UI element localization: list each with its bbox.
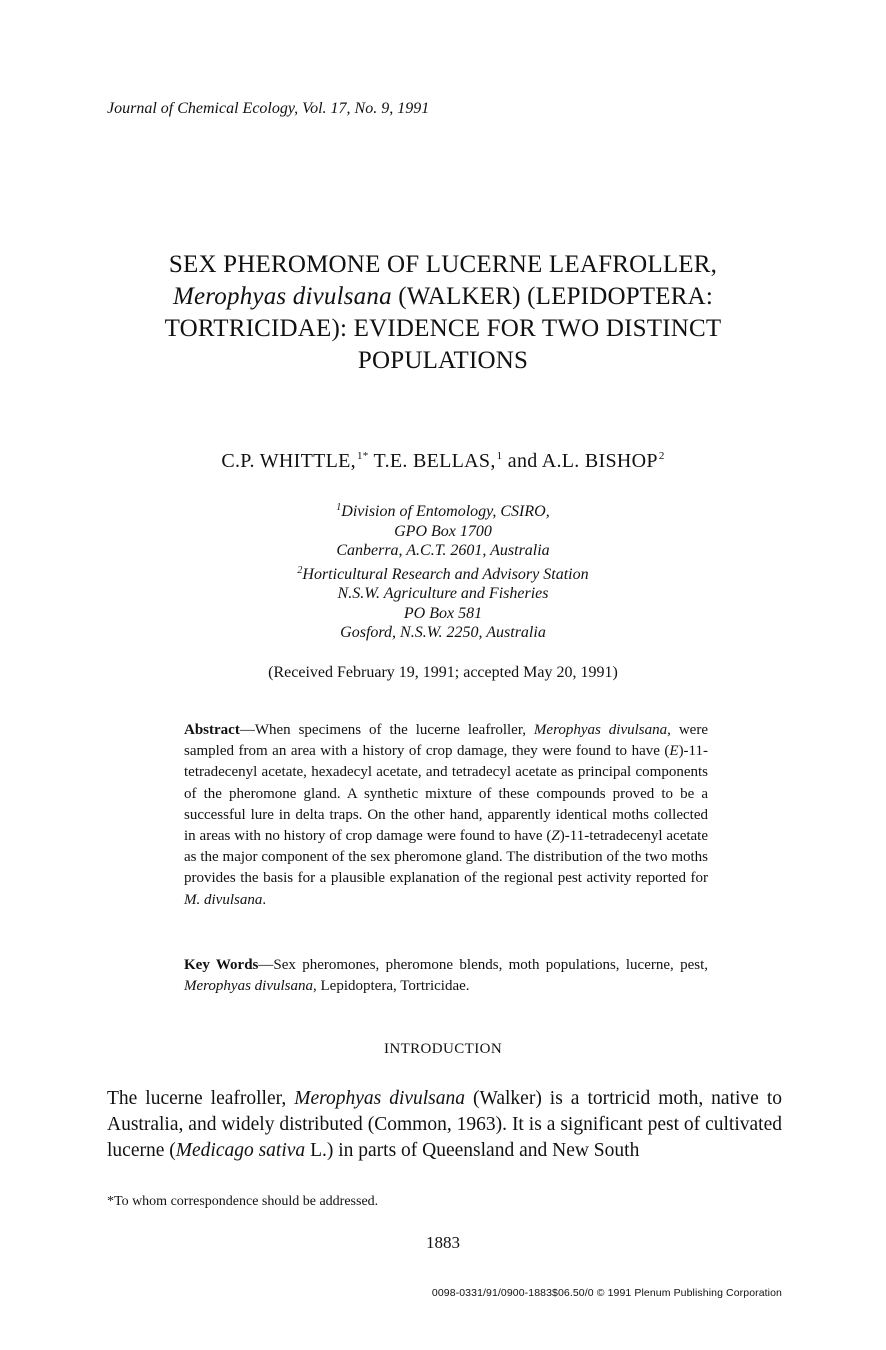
affiliation-1-line-3: Canberra, A.C.T. 2601, Australia xyxy=(336,542,550,559)
abstract xyxy=(184,720,708,911)
journal-citation: Journal of Chemical Ecology, Vol. 17, No. 9, 1991 xyxy=(107,100,430,117)
section-heading-introduction: INTRODUCTION xyxy=(383,1041,503,1057)
abstract-isomer-z: Z xyxy=(551,828,560,845)
intro-species: Merophyas divulsana xyxy=(294,1088,466,1109)
affiliation-1-line-1 xyxy=(0,498,886,522)
key-words xyxy=(184,955,708,997)
intro-text-1: The lucerne leafroller, xyxy=(107,1088,295,1109)
affiliation-2-text: Horticultural Research and Advisory Station xyxy=(302,565,589,583)
author-3-marker: 2 xyxy=(658,450,665,462)
author-1-name: C.P. WHITTLE, xyxy=(221,450,356,472)
affiliation-2-line-2: N.S.W. Agriculture and Fisheries xyxy=(337,585,549,602)
abstract-text-5: . xyxy=(262,891,267,908)
abstract-label: Abstract xyxy=(184,722,240,738)
abstract-isomer-e: E xyxy=(669,743,679,760)
abstract-text-3: )-11-tetradecenyl acetate, hexadecyl acetate, and tetradecyl acetate as principal components of the pheromone gland. A synthetic mixture of these compounds proved to be a successful lure in delta traps. On the other hand, apparently identical moths collected in areas with no history of crop damage were found to have ( xyxy=(184,743,708,845)
abstract-text-1: —When specimens of the lucerne leafroller, xyxy=(239,722,534,738)
key-words-text-2: , Lepidoptera, Tortricidae. xyxy=(313,978,470,995)
affiliations xyxy=(0,498,886,643)
affiliation-2-line-1 xyxy=(0,561,886,585)
affiliation-1-line-2: GPO Box 1700 xyxy=(394,522,492,540)
key-words-species: Merophyas divulsana xyxy=(184,978,314,995)
key-words-label: Key Words xyxy=(184,957,259,973)
author-2-marker: 1 xyxy=(496,450,503,462)
introduction-paragraph xyxy=(107,1086,782,1164)
affiliation-2-line-3: PO Box 581 xyxy=(403,604,483,622)
abstract-species-1: Merophyas divulsana xyxy=(533,722,668,738)
author-1-marker: 1* xyxy=(356,450,369,462)
author-conjunction: and xyxy=(507,450,538,472)
affiliation-2-marker: 2 xyxy=(297,564,303,576)
title-line-1: SEX PHEROMONE OF LUCERNE LEAFROLLER, xyxy=(168,251,718,278)
author-2-name: T.E. BELLAS, xyxy=(373,450,496,472)
page-number: 1883 xyxy=(426,1233,460,1252)
correspondence-footnote: *To whom correspondence should be addressed. xyxy=(107,1194,379,1209)
title-line-2-rest: (WALKER) (LEPIDOPTERA: xyxy=(398,283,714,310)
author-3-name: A.L. BISHOP xyxy=(541,450,658,472)
affiliation-1-text: Division of Entomology, CSIRO, xyxy=(341,503,550,520)
title-line-4: POPULATIONS xyxy=(357,347,529,374)
received-dates: (Received February 19, 1991; accepted May 20, 1991) xyxy=(268,664,618,681)
title-line-3: TORTRICIDAE): EVIDENCE FOR TWO DISTINCT xyxy=(164,315,722,342)
intro-text-2: (Walker) is a tortricid moth, native to Australia, and widely distributed (Common, 1963). It is a significant pest of cultivated lucerne ( xyxy=(107,1088,782,1161)
abstract-species-2: M. divulsana xyxy=(184,891,263,908)
key-words-text-1: —Sex pheromones, pheromone blends, moth populations, lucerne, pest, xyxy=(258,957,708,973)
affiliation-2-line-4: Gosford, N.S.W. 2250, Australia xyxy=(340,624,546,641)
paper-title xyxy=(0,249,886,377)
title-species-name: Merophyas divulsana xyxy=(172,283,392,310)
title-line-2 xyxy=(0,281,886,313)
abstract-text-2: , were sampled from an area with a history of crop damage, they were found to have ( xyxy=(184,722,708,760)
intro-text-3: L.) in parts of Queensland and New South xyxy=(305,1140,640,1161)
copyright-line: 0098-0331/91/0900-1883$06.50/0 © 1991 Plenum Publishing Corporation xyxy=(431,1287,782,1299)
abstract-text-4: )-11-tetradecenyl acetate as the major component of the sex pheromone gland. The distribution of the two moths provides the basis for a plausible explanation of the regional pest activity reported for xyxy=(184,828,708,887)
affiliation-1-marker: 1 xyxy=(336,502,342,513)
intro-plant-name: Medicago sativa xyxy=(175,1140,306,1161)
author-list xyxy=(0,450,886,473)
